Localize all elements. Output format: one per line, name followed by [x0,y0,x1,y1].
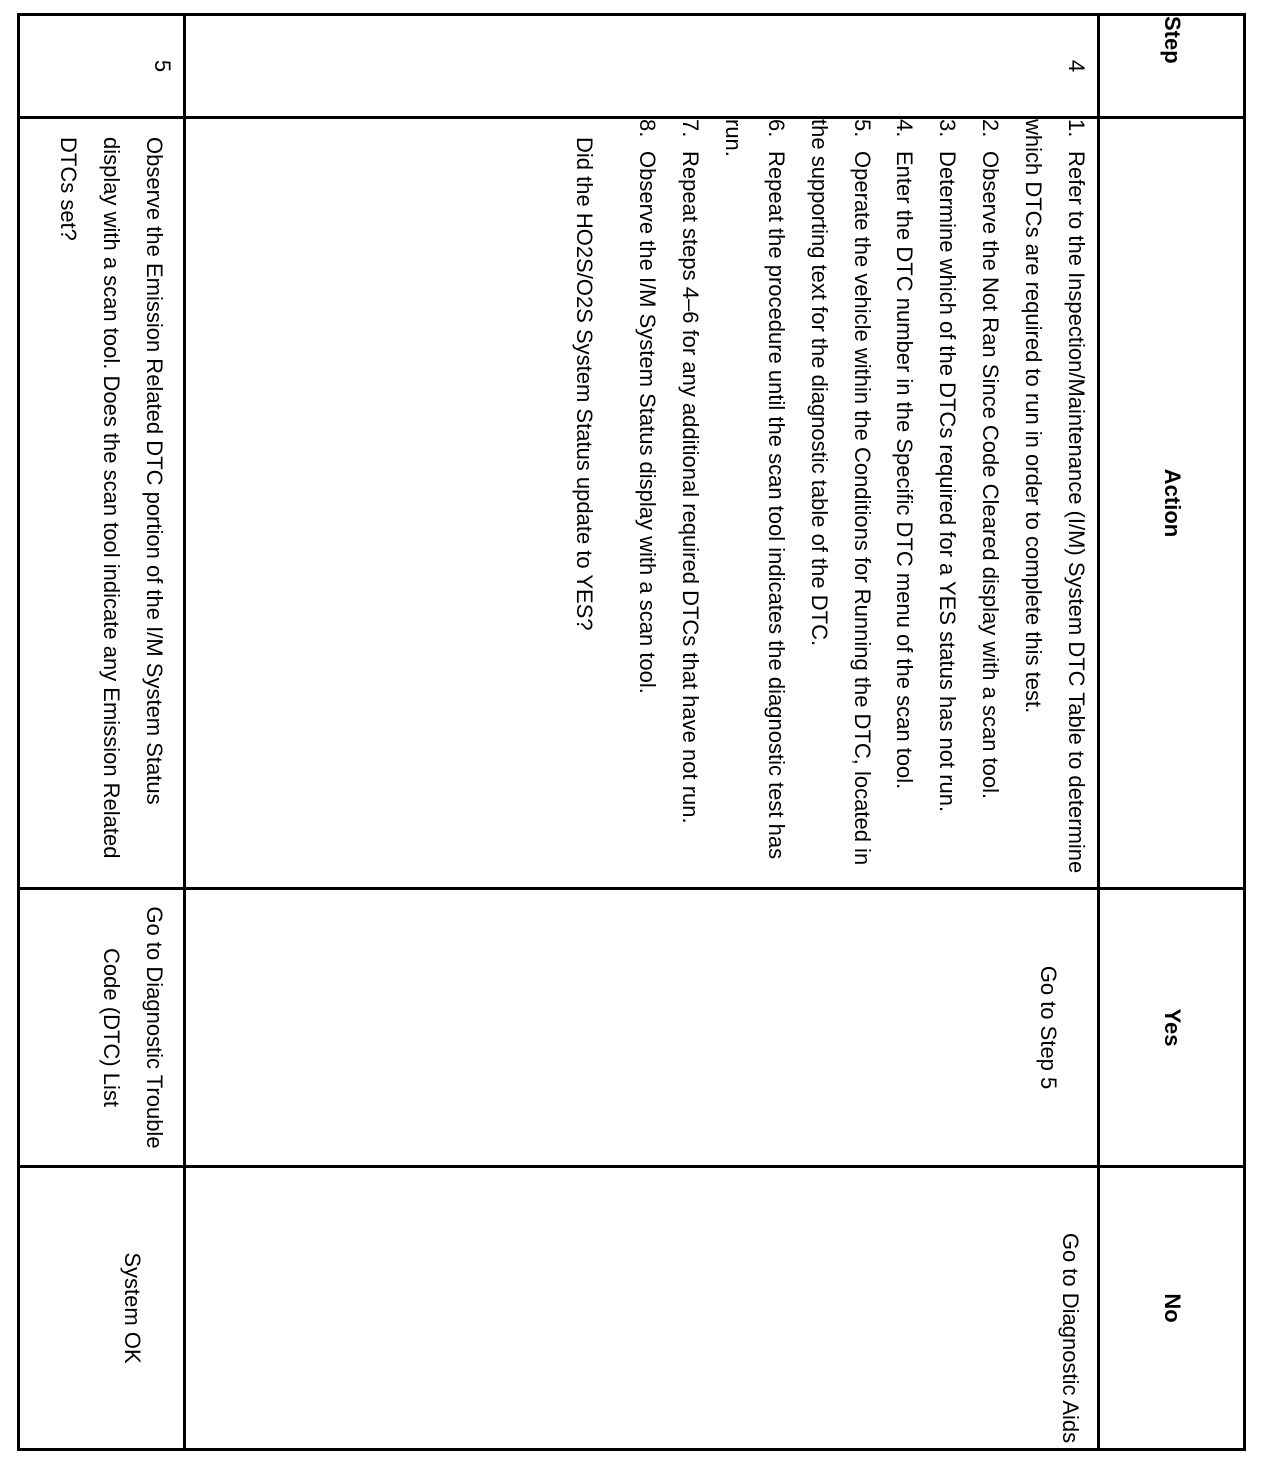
action-step: 7.Repeat steps 4–6 for any additional required DTCs that have not run. [677,119,703,824]
yes-result: Go to Diagnostic Trouble Code (DTC) List [99,906,167,1149]
action-step: 5.Operate the vehicle within the Conditions for Running the DTC, located in the supporting text for the diagnostic table of the DTC. [806,119,875,866]
action-step: 1.Refer to the Inspection/Maintenance (I/M) System DTC Table to determine which DTCs are required to run in order to complete this test. [1021,119,1089,874]
header-action: Action [1099,118,1245,889]
action-step: 4.Enter the DTC number in the Specific DTC menu of the scan tool. [892,119,918,790]
action-question: Did the HO2S/O2S System Status update to YES? [572,137,598,631]
step-number: 4 [185,15,1099,118]
header-step: Step [1099,15,1245,118]
yes-cell [185,889,1099,1167]
yes-cell [19,889,185,1167]
action-text: Observe the Emission Related DTC portion of the I/M System Status display with a scan tool. Does the scan tool indicate any Emission Related DTCs set? [56,137,167,859]
action-step-list [625,119,1097,887]
action-cell [185,118,1099,889]
table-header-row [1099,15,1245,1450]
action-cell [19,118,185,889]
header-no: No [1099,1167,1245,1450]
action-step: 8.Observe the I/M System Status display with a scan tool. [635,119,661,694]
no-result: System OK [120,1252,145,1364]
table-row [19,15,185,1450]
table-row [185,15,1099,1450]
action-step: 6.Repeat the procedure until the scan tool indicates the diagnostic test has run. [720,119,789,860]
action-step: 3.Determine which of the DTCs required for a YES status has not run. [935,119,961,813]
no-cell [19,1167,185,1450]
no-cell [185,1167,1099,1450]
diagnostic-table [17,13,1246,1451]
action-step: 2.Observe the Not Ran Since Code Cleared display with a scan tool. [978,119,1004,800]
yes-result: Go to Step 5 [1036,965,1061,1090]
no-result: Go to Diagnostic Aids [1058,1232,1083,1444]
step-number: 5 [19,15,185,118]
header-yes: Yes [1099,889,1245,1167]
